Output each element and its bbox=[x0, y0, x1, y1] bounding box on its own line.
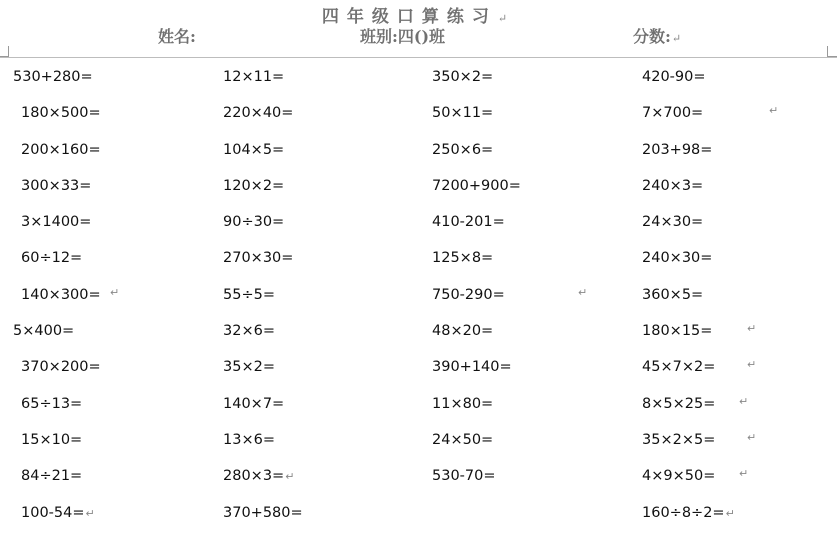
problem: 24×30= bbox=[642, 214, 704, 231]
paragraph-mark: ↵ bbox=[739, 467, 749, 481]
problem: 250×6= bbox=[432, 141, 494, 158]
margin-corner-left bbox=[8, 46, 9, 57]
paragraph-mark: ↵ bbox=[769, 104, 779, 118]
problem: 50×11= bbox=[432, 105, 494, 122]
name-label: 姓名: bbox=[158, 27, 196, 46]
problem: 65÷13= bbox=[21, 395, 83, 412]
problem: 125×8= bbox=[432, 250, 494, 267]
problem: 3×1400= bbox=[21, 214, 92, 231]
paragraph-mark: ↵ bbox=[110, 285, 120, 299]
problem: 35×2×5= bbox=[642, 431, 716, 448]
problem: 5×400= bbox=[13, 323, 75, 340]
paragraph-mark: ↵ bbox=[85, 506, 95, 520]
problem: 7×700= bbox=[642, 105, 704, 122]
paragraph-mark: ↵ bbox=[747, 358, 757, 372]
problem: 8×5×25= bbox=[642, 395, 716, 412]
problem: 48×20= bbox=[432, 323, 494, 340]
problem: 750-290= bbox=[432, 286, 505, 303]
score-label: 分数:↵ bbox=[633, 27, 682, 46]
problem-row bbox=[0, 247, 837, 283]
problem-row bbox=[0, 211, 837, 247]
problem: 300×33= bbox=[21, 177, 92, 194]
problem: 12×11= bbox=[223, 69, 285, 85]
problem-row bbox=[0, 465, 837, 501]
problem: 4×9×50= bbox=[642, 468, 716, 485]
problem: 280×3=↵ bbox=[223, 468, 295, 485]
problem-row bbox=[0, 356, 837, 392]
problem-row bbox=[0, 429, 837, 465]
problem: 60÷12= bbox=[21, 250, 83, 267]
problem-row bbox=[0, 320, 837, 356]
problem: 370×200= bbox=[21, 359, 101, 376]
problem: 11×80= bbox=[432, 395, 494, 412]
problem: 7200+900= bbox=[432, 177, 521, 194]
problem: 55÷5= bbox=[223, 286, 275, 303]
problem: 203+98= bbox=[642, 141, 713, 158]
problem: 360×5= bbox=[642, 286, 704, 303]
problem-row bbox=[0, 393, 837, 429]
problem: 15×10= bbox=[21, 431, 83, 448]
problem: 104×5= bbox=[223, 141, 285, 158]
problem-row bbox=[0, 284, 837, 320]
problem: 530-70= bbox=[432, 468, 496, 485]
problem: 420-90= bbox=[642, 69, 706, 85]
problem: 24×50= bbox=[432, 431, 494, 448]
problem: 350×2= bbox=[432, 69, 494, 85]
problem: 220×40= bbox=[223, 105, 294, 122]
problem-row bbox=[0, 102, 837, 138]
problem: 90÷30= bbox=[223, 214, 285, 231]
class-label: 班别:四()班 bbox=[360, 27, 446, 46]
problem-grid bbox=[0, 66, 837, 538]
problem: 120×2= bbox=[223, 177, 285, 194]
paragraph-mark: ↵ bbox=[739, 394, 749, 408]
problem: 410-201= bbox=[432, 214, 505, 231]
problem: 240×30= bbox=[642, 250, 713, 267]
problem: 180×15= bbox=[642, 323, 713, 340]
paragraph-mark: ↵ bbox=[497, 12, 516, 25]
header-rule bbox=[0, 57, 837, 58]
problem: 390+140= bbox=[432, 359, 512, 376]
problem: 35×2= bbox=[223, 359, 275, 376]
paragraph-mark: ↵ bbox=[747, 430, 757, 444]
problem: 240×3= bbox=[642, 177, 704, 194]
problem-row bbox=[0, 502, 837, 538]
problem: 270×30= bbox=[223, 250, 294, 267]
worksheet-title: 四年级口算练习↵ bbox=[321, 7, 516, 27]
problem-row bbox=[0, 139, 837, 175]
paragraph-mark: ↵ bbox=[671, 32, 682, 45]
paragraph-mark: ↵ bbox=[747, 322, 757, 336]
problem: 140×300= bbox=[21, 286, 101, 303]
problem: 160÷8÷2=↵ bbox=[642, 504, 735, 521]
problem: 200×160= bbox=[21, 141, 101, 158]
paragraph-mark: ↵ bbox=[285, 470, 295, 484]
problem: 530+280= bbox=[13, 69, 93, 85]
problem: 100-54=↵ bbox=[21, 504, 95, 521]
problem-row bbox=[0, 66, 837, 102]
problem: 32×6= bbox=[223, 323, 275, 340]
problem: 45×7×2= bbox=[642, 359, 716, 376]
problem-row bbox=[0, 175, 837, 211]
problem: 13×6= bbox=[223, 431, 275, 448]
paragraph-mark: ↵ bbox=[725, 506, 735, 520]
problem: 140×7= bbox=[223, 395, 285, 412]
paragraph-mark: ↵ bbox=[578, 285, 588, 299]
problem: 84÷21= bbox=[21, 468, 83, 485]
problem: 180×500= bbox=[21, 105, 101, 122]
problem: 370+580= bbox=[223, 504, 303, 521]
